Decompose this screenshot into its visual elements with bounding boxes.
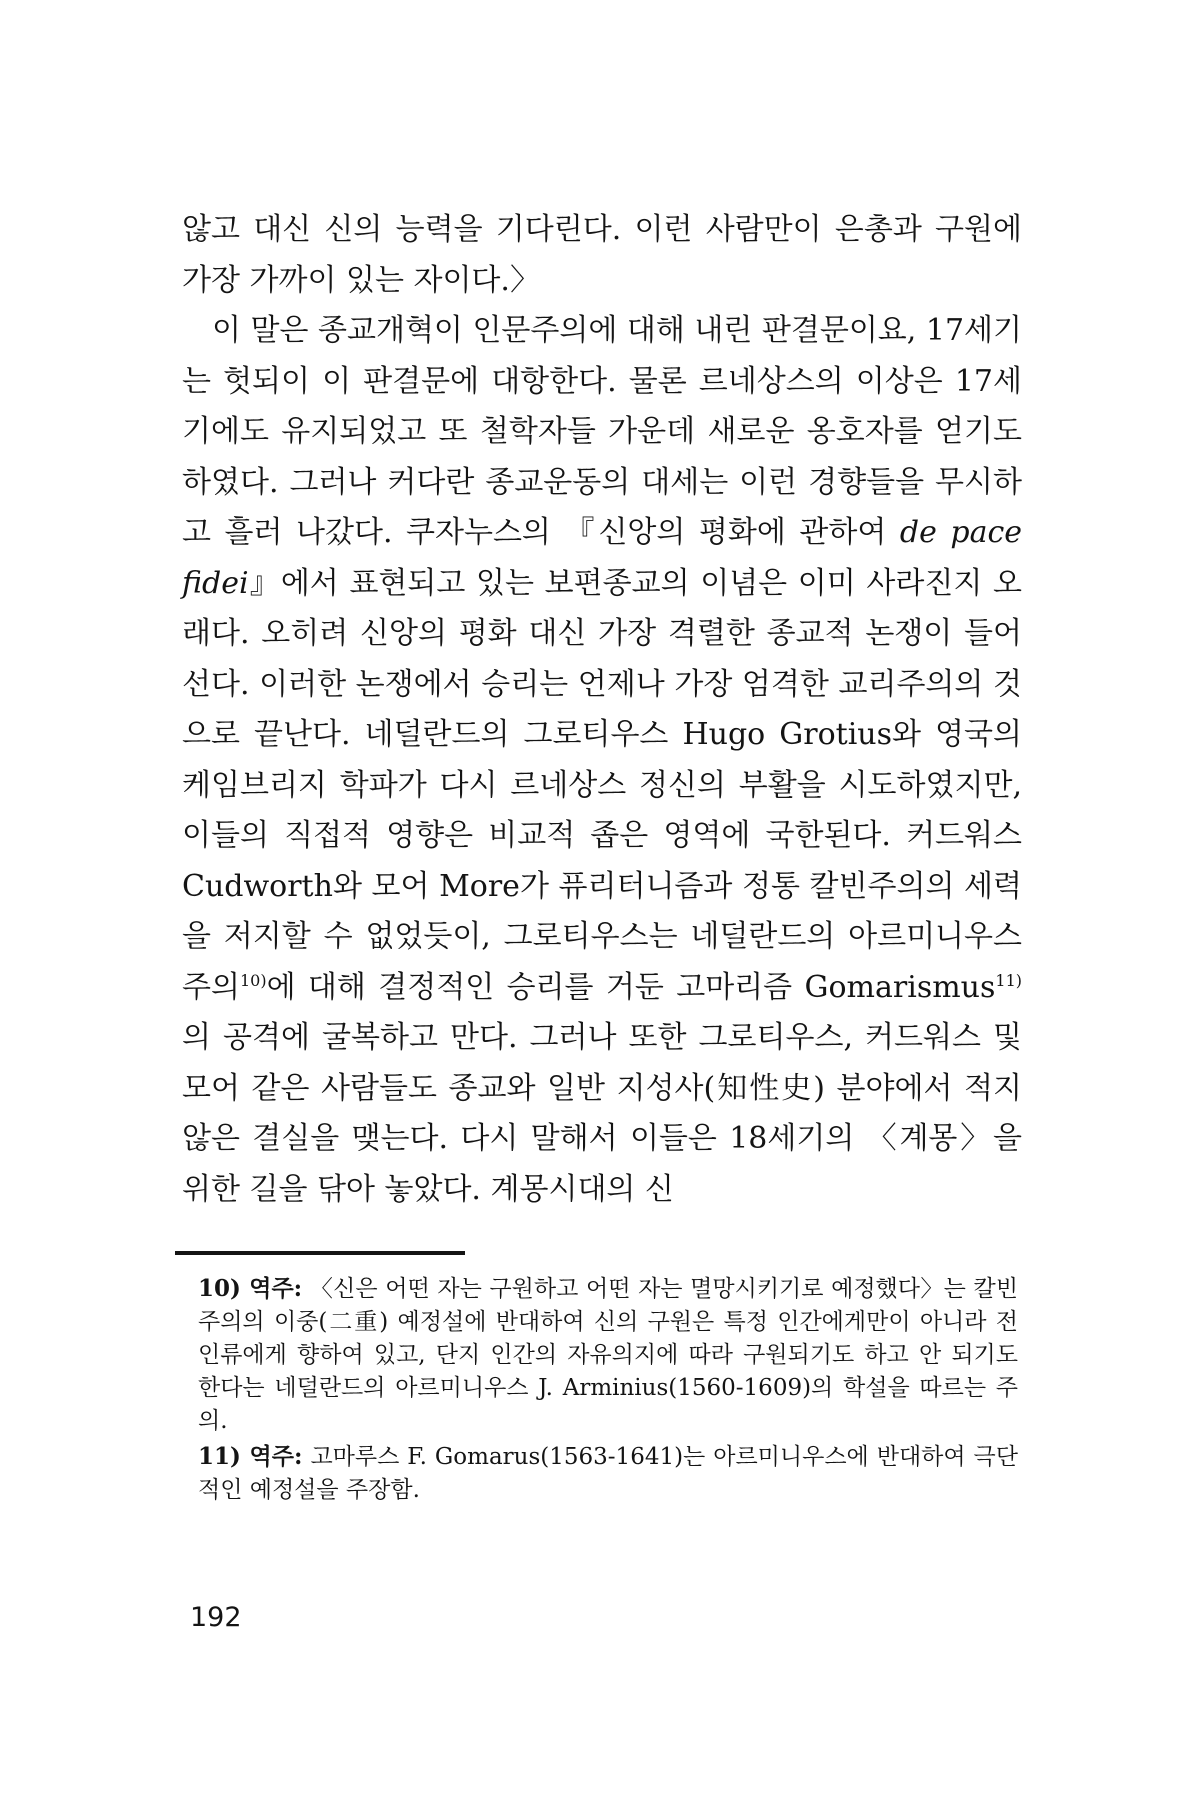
paragraph-text: 않고 대신 신의 능력을 기다린다. 이런 사람만이 은총과 구원에 가장 가까이 있는 자이다.〉 <box>182 212 1022 298</box>
footnote-text: 고마루스 F. Gomarus(1563-1641)는 아르미니우스에 반대하여 극단적인 예정설을 주장함. <box>198 1444 1018 1503</box>
footnote-ref-11[interactable]: 11) <box>995 970 1022 990</box>
page-number: 192 <box>190 1602 242 1633</box>
footnote-ref-10[interactable]: 10) <box>239 970 267 990</box>
footnote-divider <box>175 1251 465 1255</box>
footnote-label: 11) 역주: <box>198 1443 303 1470</box>
paragraph-text: 의 공격에 굴복하고 만다. 그러나 또한 그로티우스, 커드워스 및 모어 같은 사람들도 종교와 일반 지성사(知性史) 분야에서 적지 않은 결실을 맺는다. 다시 말해서 이들은 18세기의 〈계몽〉을 위한 길을 닦아 놓았다. 계몽시대의 신 <box>182 1020 1022 1207</box>
footnote-11 <box>198 1440 1018 1507</box>
footnotes <box>198 1272 1018 1509</box>
footnote-10 <box>198 1272 1018 1438</box>
footnote-label: 10) 역주: <box>198 1275 303 1302</box>
main-text <box>182 205 1022 1215</box>
latin-title: de pace fidei <box>182 515 1023 601</box>
footnote-text: 〈신은 어떤 자는 구원하고 어떤 자는 멸망시키기로 예정했다〉는 칼빈주의의 이중(二重) 예정설에 반대하여 신의 구원은 특정 인간에게만이 아니라 전 인류에게 향하여 있고, 단지 인간의 자유의지에 따라 구원되기도 하고 안 되기도 한다는 네덜란드의 아르미니우스 J. Arminius(1560-1609)의 학설을 따르는 주의. <box>198 1276 1018 1434</box>
paragraph-text: 에 대해 결정적인 승리를 거둔 고마리즘 Gomarismus <box>266 969 996 1005</box>
paragraph <box>182 306 1022 1215</box>
paragraph-continued <box>182 205 1022 306</box>
paragraph-text: 』에서 표현되고 있는 보편종교의 이념은 이미 사라진지 오래다. 오히려 신앙의 평화 대신 가장 격렬한 종교적 논쟁이 들어선다. 이러한 논쟁에서 승리는 언제나 가장 엄격한 교리주의의 것으로 끝난다. 네덜란드의 그로티우스 Hugo Grotius와 영국의 케임브리지 학파가 다시 르네상스 정신의 부활을 시도하였지만, 이들의 직접적 영향은 비교적 좁은 영역에 국한된다. 커드워스 Cudworth와 모어 More가 퓨리터니즘과 정통 칼빈주의의 세력을 저지할 수 없었듯이, 그로티우스는 네덜란드의 아르미니우스주의 <box>182 565 1022 1005</box>
paragraph-text: 이 말은 종교개혁이 인문주의에 대해 내린 판결문이요, 17세기는 헛되이 이 판결문에 대항한다. 물론 르네상스의 이상은 17세기에도 유지되었고 또 철학자들 가운데 새로운 옹호자를 얻기도 하였다. 그러나 커다란 종교운동의 대세는 이런 경향들을 무시하고 흘러 나갔다. 쿠자누스의 『신앙의 평화에 관하여 <box>182 313 1022 550</box>
